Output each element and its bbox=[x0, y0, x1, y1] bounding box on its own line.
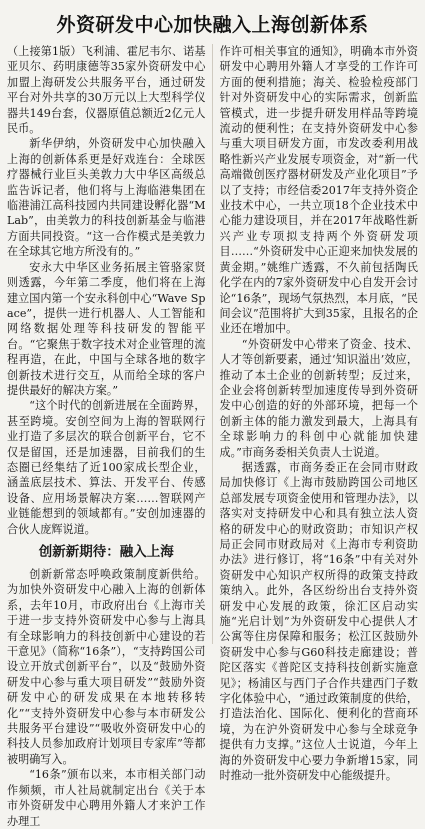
paragraph-continuation: 作许可相关事宜的通知》，明确本市外资研发中心聘用外籍人才享受的工作许可方面的便利措施；海关、检验检疫部门针对外资研发中心的实际需求，创新监管模式，进一步提升研发用样品等跨境流动的便利性；在支持外资研发中心参与重大项目研发方面，市发改委利用战略性新兴产业发展专项资金，对“新一代高端微创医疗器材研发及产业化项目”予以了支持；市经信委2017年支持外资企业技术中心，一共立项18个企业技术中心能力建设项目，并在2017年战略性新兴产业专项拟支持两个外资研发项目……“外资研发中心正迎来加快发展的黄金期。”姚维广透露，不久前包括陶氏化学在内的7家外资研发中心自发开会讨论“16条”，现场气氛热烈，本月底，“民间会议”范围将扩大到35家，且报名的企业还在增加中。 bbox=[219, 45, 418, 336]
paragraph-commerce-commission: 据透露，市商务委正在会同市财政局加快修订《上海市鼓励跨国公司地区总部发展专项资金使用和管理办法》，以落实对支持研发中心和具有独立法人资格的研发中心的财政资助；市知识产权局正会同市财政局对《上海市专利资助办法》进行修订，将“16条”中有关对外资研发中心知识产权所得的政策支持政策纳入。此外，各区纷纷出台支持外资研发中心发展的政策，徐汇区启动实施“光启计划”为外资研发中心提供人才公寓等住房保障和服务；松江区鼓励外资研发中心参与G60科技走廊建设；普陀区落实《普陀区支持科技创新实施意见》；杨浦区与西门子合作共建西门子数字化体验中心，“通过政策制度的供给，打造法治化、国际化、便利化的营商环境，为在沪外资研发中心参与全球竞争提供有力支撑。”这位人士说道，今年上海的外资研发中心要力争新增15家，同时推动一批外资研发中心能级提升。 bbox=[219, 460, 418, 783]
paragraph-medtronic: 新华伊纳，外资研发中心加快融入上海的创新体系更是好戏连台：全球医疗器械行业巨头美敦力大中华区高级总监告诉记者，他们将与上海临港集团在临港浦江高科技园内共同建设孵化器“MLab”，由美敦力的科技创新基金与临港方面共同投资。“这一合作模式是美敦力在全球其它地方所没有的。” bbox=[7, 137, 206, 259]
paragraph-anchuang: “这个时代的创新进展在全面跨界，甚至跨境。安创空间为上海的智联网行业打造了多层次的联合创新平台，它不仅是留国，还是加速器，目前我们的生态圈已经集结了近100家成长型企业，涵盖底层技术、算法、开发平台、传感设备、应用场景解决方案……智联网产业链能想到的领域都有。”安创加速器的合伙人庞辉说道。 bbox=[7, 399, 206, 536]
section-subhead: 创新新期待：融入上海 bbox=[38, 544, 174, 560]
paragraph-lead: （上接第1版）飞利浦、霍尼韦尔、诺基亚贝尔、药明康德等35家外资研发中心加盟上海研发公共服务平台，通过研发平台对外共享的30万元以上大型科学仪器共149台套，仪器原值总额近2亿元人民币。 bbox=[7, 45, 206, 136]
left-column bbox=[7, 44, 213, 828]
right-column bbox=[219, 44, 419, 783]
paragraph-policy: 创新新常态呼唤政策制度新供给。为加快外资研发中心融入上海的创新体系，去年10月，市政府出台《上海市关于进一步支持外资研发中心参与上海具有全球影响力的科技创新中心建设的若干意见》（简称“16条”），“支持跨国公司设立开放式创新平台”，以及“鼓励外资研发中心参与重大项目研发”“鼓励外资研发中心的研发成果在本地转移转化”“支持外资研发中心参与本市研发公共服务平台建设”“吸收外资研发中心的科技人员参加政府计划项目专家库”等都被明确写入。 bbox=[7, 568, 206, 766]
paragraph-16-articles: “16条”颁布以来，本市相关部门动作频频，市人社局就制定出台《关于本市外资研发中心聘用外籍人才来沪工作办理工 bbox=[7, 768, 206, 828]
article-columns bbox=[7, 44, 418, 828]
paragraph-innovation-elements: “外资研发中心带来了资金、技术、人才等创新要素，通过‘知识溢出’效应，推动了本土企业的创新转型；反过来，企业会将创新转型加速度传导到外资研发中心创造的好的外部环境，把每一个创新主体的能力激发到最大，上海具有全球影响力的科创中心就能加快建成。”市商务委相关负责人士说道。 bbox=[219, 337, 418, 459]
headline: 外资研发中心加快融入上海创新体系 bbox=[56, 14, 369, 36]
paragraph-ey-wavespace: 安永大中华区业务拓展主管骆家贤则透露，今年第二季度，他们将在上海建立国内第一个安永科创中心“Wave Space”，提供一进行机器人、人工智能和网络数据处理等科技研发的智能平台。“它聚焦于数字技术对企业管理的流程再造，在此，中国与全球各地的数字创新技术进行交互，从而给全球的客户提供最好的解决方案。” bbox=[7, 260, 206, 397]
